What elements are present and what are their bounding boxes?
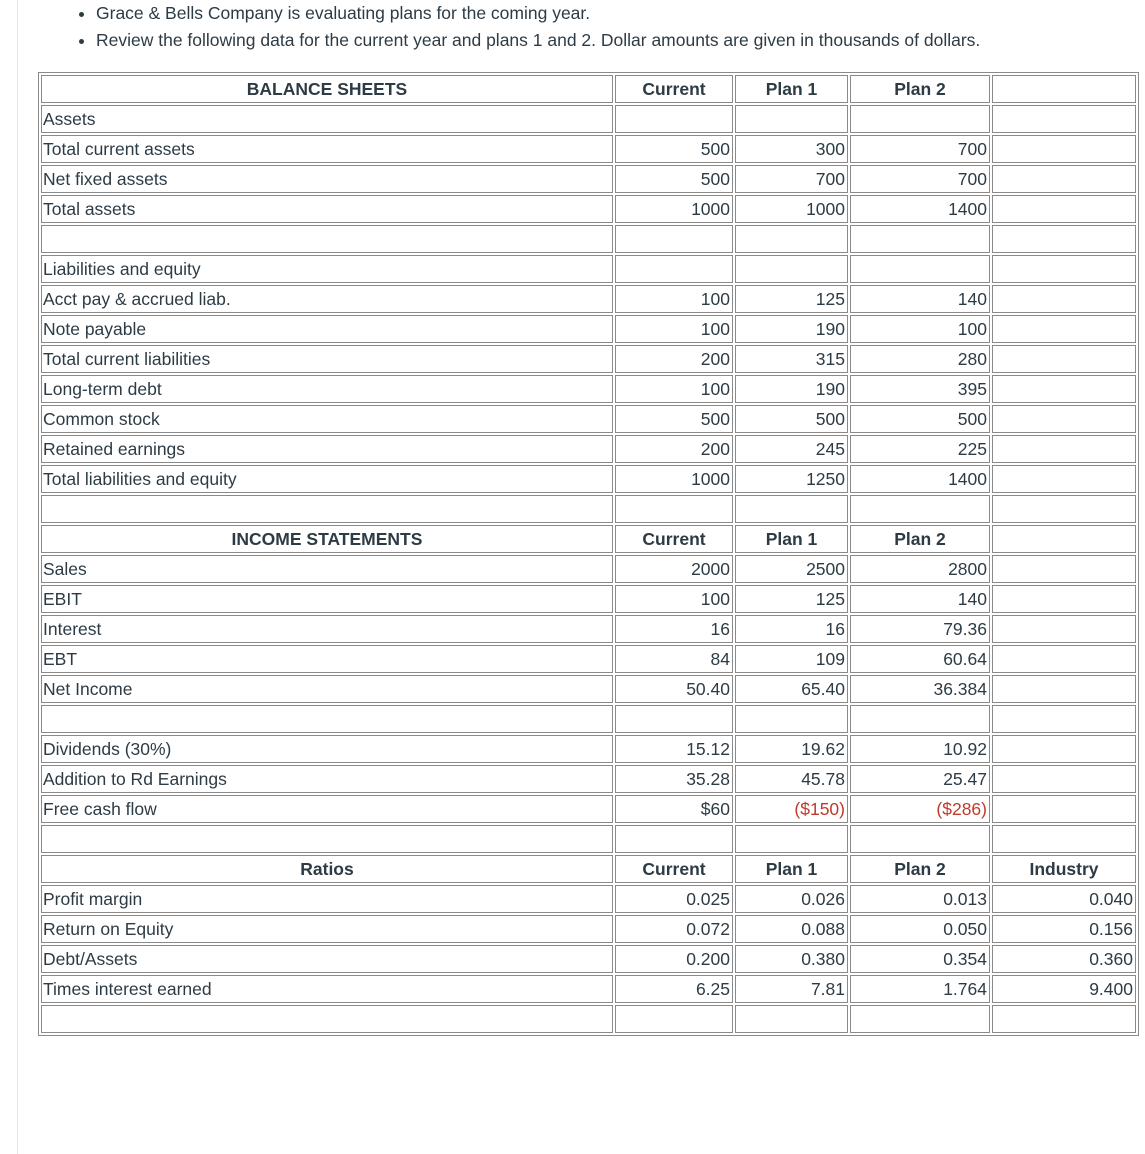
value-plan-2: 140 (850, 585, 990, 613)
empty-cell (615, 105, 733, 133)
row-label: Debt/Assets (41, 945, 613, 973)
row-label: Times interest earned (41, 975, 613, 1003)
value-plan-1: 0.088 (735, 915, 848, 943)
header-plan-2: Plan 2 (850, 75, 990, 103)
empty-cell (615, 255, 733, 283)
row-label: Total current liabilities (41, 345, 613, 373)
row-label: Interest (41, 615, 613, 643)
value-plan-1: 315 (735, 345, 848, 373)
value-plan-2: 100 (850, 315, 990, 343)
liabilities-label-row (41, 255, 1136, 283)
table-row (41, 195, 1136, 223)
empty-cell (615, 495, 733, 523)
value-current: 100 (615, 285, 733, 313)
value-plan-1: 500 (735, 405, 848, 433)
blank-row (41, 495, 1136, 523)
value-plan-2: 140 (850, 285, 990, 313)
value-plan-1: 125 (735, 585, 848, 613)
empty-cell (850, 225, 990, 253)
empty-cell (992, 225, 1136, 253)
row-label: Total liabilities and equity (41, 465, 613, 493)
empty-cell (992, 255, 1136, 283)
value-current: 6.25 (615, 975, 733, 1003)
empty-cell (41, 705, 613, 733)
table-row (41, 375, 1136, 403)
value-current: 100 (615, 315, 733, 343)
financial-table (38, 72, 1139, 1036)
value-current: 84 (615, 645, 733, 673)
liabilities-label: Liabilities and equity (41, 255, 613, 283)
row-label: EBT (41, 645, 613, 673)
table-row (41, 165, 1136, 193)
empty-cell (992, 705, 1136, 733)
empty-cell (735, 1005, 848, 1033)
value-current: 1000 (615, 195, 733, 223)
table-row (41, 975, 1136, 1003)
row-label: Common stock (41, 405, 613, 433)
row-label: Acct pay & accrued liab. (41, 285, 613, 313)
empty-cell (735, 495, 848, 523)
header-plan-2: Plan 2 (850, 525, 990, 553)
value-plan-1: 700 (735, 165, 848, 193)
value-plan-1: 16 (735, 615, 848, 643)
value-plan-1: 19.62 (735, 735, 848, 763)
ratios-title: Ratios (41, 855, 613, 883)
empty-cell (992, 375, 1136, 403)
value-industry: 0.040 (992, 885, 1136, 913)
value-plan-2: 280 (850, 345, 990, 373)
value-current: 500 (615, 165, 733, 193)
table-row (41, 345, 1136, 373)
empty-cell (850, 705, 990, 733)
value-current: 15.12 (615, 735, 733, 763)
empty-cell (992, 825, 1136, 853)
table-row (41, 555, 1136, 583)
empty-cell (850, 1005, 990, 1033)
blank-row (41, 225, 1136, 253)
row-label: Note payable (41, 315, 613, 343)
table-row (41, 945, 1136, 973)
value-plan-1: 300 (735, 135, 848, 163)
table-row (41, 915, 1136, 943)
header-plan-2: Plan 2 (850, 855, 990, 883)
value-plan-1: 0.380 (735, 945, 848, 973)
intro-list (60, 0, 980, 53)
value-plan-2: 79.36 (850, 615, 990, 643)
value-current: 100 (615, 585, 733, 613)
table-row (41, 585, 1136, 613)
table-row (41, 405, 1136, 433)
table-row (41, 435, 1136, 463)
empty-cell (992, 465, 1136, 493)
table-row (41, 465, 1136, 493)
value-plan-2: 500 (850, 405, 990, 433)
empty-cell (850, 825, 990, 853)
balance-title: BALANCE SHEETS (41, 75, 613, 103)
value-current: 500 (615, 405, 733, 433)
empty-cell (615, 225, 733, 253)
empty-cell (992, 195, 1136, 223)
value-plan-1: 65.40 (735, 675, 848, 703)
empty-cell (992, 645, 1136, 673)
value-plan-1: 7.81 (735, 975, 848, 1003)
row-label: EBIT (41, 585, 613, 613)
value-plan-1: 2500 (735, 555, 848, 583)
table-row (41, 885, 1136, 913)
assets-label-row (41, 105, 1136, 133)
empty-cell (992, 735, 1136, 763)
empty-cell (992, 795, 1136, 823)
value-industry: 0.156 (992, 915, 1136, 943)
income-title: INCOME STATEMENTS (41, 525, 613, 553)
value-industry: 9.400 (992, 975, 1136, 1003)
value-plan-2: 700 (850, 135, 990, 163)
empty-cell (992, 165, 1136, 193)
value-plan-1: 190 (735, 315, 848, 343)
value-plan-1: 190 (735, 375, 848, 403)
blank-row (41, 705, 1136, 733)
row-label: Retained earnings (41, 435, 613, 463)
value-plan-2: ($286) (850, 795, 990, 823)
table-row (41, 675, 1136, 703)
value-current: 0.025 (615, 885, 733, 913)
value-plan-2: 1400 (850, 195, 990, 223)
intro-item: • Grace & Bells Company is evaluating plans for the coming year. (96, 0, 980, 27)
row-label: Addition to Rd Earnings (41, 765, 613, 793)
value-plan-1: 45.78 (735, 765, 848, 793)
header-plan-1: Plan 1 (735, 855, 848, 883)
balance-header-row (41, 75, 1136, 103)
blank-row (41, 825, 1136, 853)
value-plan-1: 0.026 (735, 885, 848, 913)
header-current: Current (615, 525, 733, 553)
value-plan-2: 1400 (850, 465, 990, 493)
empty-cell (41, 495, 613, 523)
empty-cell (850, 105, 990, 133)
empty-cell (735, 105, 848, 133)
empty-cell (992, 75, 1136, 103)
value-current: 35.28 (615, 765, 733, 793)
value-plan-2: 0.050 (850, 915, 990, 943)
value-current: 500 (615, 135, 733, 163)
table-row (41, 135, 1136, 163)
income-header-row (41, 525, 1136, 553)
value-plan-2: 395 (850, 375, 990, 403)
row-label: Net Income (41, 675, 613, 703)
page-left-border (17, 0, 18, 1154)
header-industry: Industry (992, 855, 1136, 883)
value-current: 100 (615, 375, 733, 403)
empty-cell (992, 345, 1136, 373)
value-plan-2: 2800 (850, 555, 990, 583)
row-label: Return on Equity (41, 915, 613, 943)
value-current: 50.40 (615, 675, 733, 703)
empty-cell (992, 525, 1136, 553)
value-current: 0.072 (615, 915, 733, 943)
header-plan-1: Plan 1 (735, 525, 848, 553)
value-current: 16 (615, 615, 733, 643)
value-plan-2: 0.013 (850, 885, 990, 913)
value-current: 200 (615, 345, 733, 373)
value-industry: 0.360 (992, 945, 1136, 973)
empty-cell (41, 225, 613, 253)
header-current: Current (615, 75, 733, 103)
empty-cell (615, 1005, 733, 1033)
row-label: Sales (41, 555, 613, 583)
row-label: Total assets (41, 195, 613, 223)
row-label: Profit margin (41, 885, 613, 913)
empty-cell (992, 495, 1136, 523)
empty-cell (615, 705, 733, 733)
value-plan-2: 0.354 (850, 945, 990, 973)
table-row (41, 615, 1136, 643)
empty-cell (615, 825, 733, 853)
empty-cell (992, 105, 1136, 133)
empty-cell (735, 225, 848, 253)
table-row (41, 645, 1136, 673)
table-row (41, 735, 1136, 763)
row-label: Total current assets (41, 135, 613, 163)
empty-cell (850, 495, 990, 523)
value-plan-2: 1.764 (850, 975, 990, 1003)
row-label: Free cash flow (41, 795, 613, 823)
empty-cell (992, 285, 1136, 313)
value-plan-2: 25.47 (850, 765, 990, 793)
empty-cell (992, 675, 1136, 703)
empty-cell (992, 765, 1136, 793)
row-label: Net fixed assets (41, 165, 613, 193)
empty-cell (992, 1005, 1136, 1033)
empty-cell (992, 315, 1136, 343)
value-current: 1000 (615, 465, 733, 493)
value-plan-2: 225 (850, 435, 990, 463)
empty-cell (992, 435, 1136, 463)
empty-cell (992, 405, 1136, 433)
table-row (41, 765, 1136, 793)
empty-cell (992, 615, 1136, 643)
value-plan-1: 109 (735, 645, 848, 673)
blank-row (41, 1005, 1136, 1033)
table-row (41, 315, 1136, 343)
table-row (41, 285, 1136, 313)
value-current: 0.200 (615, 945, 733, 973)
ratios-header-row (41, 855, 1136, 883)
value-plan-2: 36.384 (850, 675, 990, 703)
value-plan-1: 1000 (735, 195, 848, 223)
header-current: Current (615, 855, 733, 883)
value-plan-1: 245 (735, 435, 848, 463)
empty-cell (850, 255, 990, 283)
value-plan-2: 700 (850, 165, 990, 193)
header-plan-1: Plan 1 (735, 75, 848, 103)
intro-item: • Review the following data for the current year and plans 1 and 2. Dollar amounts are given in thousands of dollars. (96, 27, 980, 54)
empty-cell (41, 1005, 613, 1033)
empty-cell (992, 585, 1136, 613)
empty-cell (735, 825, 848, 853)
row-label: Dividends (30%) (41, 735, 613, 763)
empty-cell (735, 255, 848, 283)
value-plan-2: 10.92 (850, 735, 990, 763)
value-plan-1: 125 (735, 285, 848, 313)
assets-label: Assets (41, 105, 613, 133)
value-plan-1: ($150) (735, 795, 848, 823)
value-plan-2: 60.64 (850, 645, 990, 673)
empty-cell (735, 705, 848, 733)
row-label: Long-term debt (41, 375, 613, 403)
table-row (41, 795, 1136, 823)
value-plan-1: 1250 (735, 465, 848, 493)
value-current: 200 (615, 435, 733, 463)
value-current: $60 (615, 795, 733, 823)
empty-cell (41, 825, 613, 853)
empty-cell (992, 555, 1136, 583)
empty-cell (992, 135, 1136, 163)
value-current: 2000 (615, 555, 733, 583)
